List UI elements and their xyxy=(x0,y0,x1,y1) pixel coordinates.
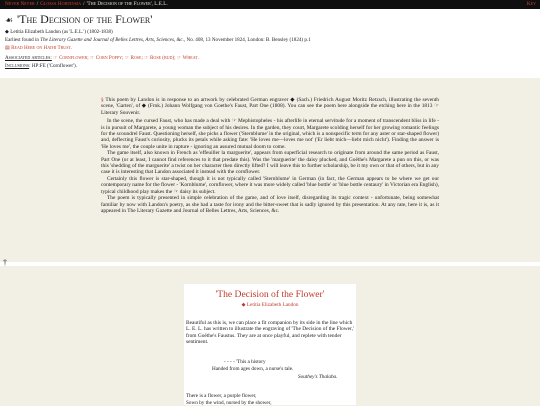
assoc-link-rose-bud[interactable] xyxy=(144,55,175,61)
author-marker-icon: ◆ xyxy=(5,29,9,35)
link-icon: ☞ xyxy=(124,55,130,61)
page-title xyxy=(5,12,152,27)
assoc-link-rose[interactable] xyxy=(125,55,143,61)
breadcrumb-never-never[interactable]: Never Never xyxy=(5,1,35,7)
assoc-label: Wheat. xyxy=(182,55,199,61)
link-icon: ☞ xyxy=(53,55,58,61)
breadcrumb-current: 'The Decision of the Flower', L.E.L. xyxy=(86,1,168,7)
associated-label: Associated articles: xyxy=(5,55,52,61)
assoc-link-corn-poppy[interactable] xyxy=(90,55,123,61)
title-text: 'The Decision of the Flower' xyxy=(17,12,153,26)
commentary-paragraph: The game itself, also known in French as 'effeuiller la marguerite', appears from superficial research to originate from around the same period as Faust, Part One (or at least, I cannot find references to it that predate this). Was the 'marguerite' the daisy plucked, and Goëthe's Margarete a pun on this, or was this 'shedding of the marguerite' a twist on her character then directly lifted? I will leave this to further scholarship, be it my own or that of others, but in any case it is interesting that Landon associated it instead with the cornflower. xyxy=(101,150,439,176)
paragraph-text: This poem by Landon is in response to an artwork by celebrated German engraver ◆ (Sach.) Friedrich August Moritz Retzsch, illustrating the seventh scene, 'Garten', of ◆ (Frnk.) Johann Wolfgang von Goethe's Faust, Part One (1808). You can see the poem here alongside the etching here in the 1813 ☞ Literary Souvenir. xyxy=(101,97,439,116)
epigraph-line: - - - - 'This a history xyxy=(224,359,266,365)
breadcrumb xyxy=(5,0,168,9)
earliest-suffix: , No. 408, 13 November 1824, London: B. Bensley (1824) p.1 xyxy=(183,37,311,43)
inclusions-value: : HP:FE ('Cornflower'). xyxy=(29,63,77,69)
earliest-found xyxy=(5,37,311,43)
assoc-label: Cornflower; xyxy=(58,55,89,61)
book-icon: ▤ xyxy=(5,45,10,51)
author-line xyxy=(5,29,113,35)
inclusions-label: Inclusions xyxy=(5,63,30,69)
epigraph-line: Handed from ages down, a nurse's tale. xyxy=(212,366,294,372)
assoc-label: Rose (bud); xyxy=(150,55,176,61)
associated-articles xyxy=(5,55,199,61)
section-divider xyxy=(0,262,540,266)
poem-author[interactable]: ◆ Letitia Elizabeth Landon xyxy=(241,302,299,308)
commentary-paragraph: In the scene, the cursed Faust, who has made a deal with ☞ Mephistopheles - his afterlife in eternal servitude for a moment of transcendent bliss in life - is in pursuit of Margarete, a young woman the subject of his desires. In the garden, they court, Margarete scolding herself for her growing romantic feelings for the scoundrel Faust. Questioning herself, she picks a flower ('Sternblume' in the original, which is a nonspecific term for any aster or star-shaped flower) and, deflecting Faust's curiosity, plucks its petals while asking fate: 'He loves me—loves me not' ('Er liebt mich—liebt mich nicht'). Finding the answer is 'He loves me', the couple unite in rapture - ignoring an assured mutual doom to come. xyxy=(101,118,439,150)
inclusions xyxy=(5,63,77,69)
earliest-journal: The Literary Gazette and Journal of Belles Lettres, Arts, Sciences, &c. xyxy=(40,37,184,43)
hathi-link-label: Read Here on Hathi Trust. xyxy=(11,45,73,51)
entry-header xyxy=(0,9,540,78)
epigraph-source: Southey's Thalaba. xyxy=(298,374,338,380)
commentary-paragraph: Certainly this flower is star-shaped, though it is not typically called 'Sternblume' in German (in fact, the German appears to be where we get our contemporary name for the flower - 'Kornblume', cornflower, where it was more widely called 'blue bottle' or 'blue bottle centaury' in Victorian era English), typical childhood play makes the ☞ daisy its subject. xyxy=(101,175,439,195)
link-icon: ☞ xyxy=(89,55,95,61)
verse-line: Sown by the wind, nursed by the shower, xyxy=(186,400,272,406)
commentary-paragraph xyxy=(101,97,439,116)
commentary xyxy=(101,97,439,214)
key-link[interactable]: Key xyxy=(526,1,536,7)
breadcrumb-separator: / xyxy=(83,1,85,7)
fleuron-icon: ☙ xyxy=(5,15,14,25)
verse-line: There is a flower, a purple flower, xyxy=(186,393,257,399)
dagger-icon: † xyxy=(3,258,7,267)
hathi-link[interactable] xyxy=(5,45,72,51)
earliest-prefix: Earliest found in xyxy=(5,37,39,43)
assoc-label: Corn Poppy; xyxy=(95,55,124,61)
link-icon: ☞ xyxy=(176,55,182,61)
section-marker-icon: § xyxy=(101,97,106,103)
link-icon: ☞ xyxy=(144,55,149,61)
breadcrumb-glossa-hortensia[interactable]: Glossa Hortensia xyxy=(40,1,82,7)
top-nav-bar xyxy=(0,0,540,9)
breadcrumb-separator: / xyxy=(36,1,39,7)
poem-intro: Beautiful as this is, we can place a fit companion by its side in the line which L. E. L. has written to illustrate the engraving of 'The Decision of the Flower,' from Goëthe's Faustus. They are at once playful, and replete with tender sentiment. xyxy=(186,320,354,346)
commentary-paragraph: The poem is typically presented in simple celebration of the game, and of love itself, disregarding its tragic context - unfortunate, being somewhat familiar by now with Landon's poetry, as she had a taste for irony and the bitter-sweet that is sadly ignored by this presentation. At any rate, here it is, as it appeared in The Literary Gazette and Journal of Belles Lettres, Arts, Sciences, &c. xyxy=(101,195,439,214)
assoc-label: Rose; xyxy=(130,55,143,61)
assoc-link-wheat[interactable] xyxy=(177,55,199,61)
author-name[interactable]: Letitia Elizabeth Landon (as 'L.E.L.') (1802-1838) xyxy=(10,29,113,35)
poem-title: 'The Decision of the Flower' xyxy=(215,289,325,300)
assoc-link-cornflower[interactable] xyxy=(53,55,89,61)
